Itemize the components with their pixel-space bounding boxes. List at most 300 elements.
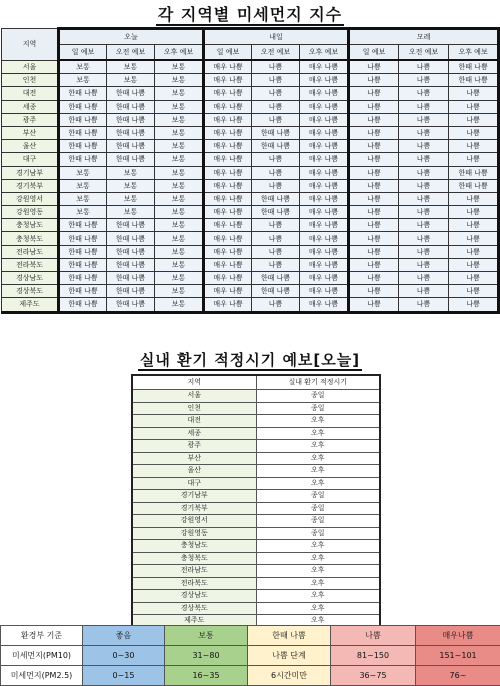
forecast-cell: 나쁨 <box>349 179 399 192</box>
forecast-cell: 나쁨 <box>399 87 449 100</box>
vent-region-cell: 대전 <box>132 415 256 428</box>
forecast-cell: 한때 나쁨 <box>107 100 155 113</box>
vent-row <box>132 490 380 503</box>
vent-row <box>132 390 380 403</box>
table-row <box>2 298 499 312</box>
forecast-cell: 보통 <box>155 245 204 258</box>
forecast-cell: 보통 <box>155 113 204 126</box>
vent-region-cell: 충청북도 <box>132 552 256 565</box>
region-cell: 경상북도 <box>2 285 59 298</box>
legend-pm25-good: 0~15 <box>83 666 165 686</box>
forecast-cell: 나쁨 <box>349 219 399 232</box>
vent-region-cell: 전라남도 <box>132 565 256 578</box>
forecast-cell: 나쁨 <box>449 298 499 312</box>
region-cell: 서울 <box>2 60 59 74</box>
forecast-cell: 매우 나쁨 <box>204 87 252 100</box>
region-cell: 경기북부 <box>2 179 59 192</box>
vent-region-cell: 전라북도 <box>132 577 256 590</box>
vent-time-cell: 오후 <box>256 452 380 465</box>
forecast-cell: 나쁨 <box>399 219 449 232</box>
forecast-cell: 매우 나쁨 <box>300 166 349 179</box>
forecast-cell: 나쁨 <box>399 192 449 205</box>
forecast-cell: 보통 <box>59 192 107 205</box>
region-cell: 제주도 <box>2 298 59 312</box>
legend-standard-header: 환경부 기준 <box>1 626 83 646</box>
forecast-cell: 매우 나쁨 <box>300 219 349 232</box>
forecast-cell: 나쁨 <box>252 232 300 245</box>
forecast-cell: 보통 <box>155 153 204 166</box>
table-row <box>2 179 499 192</box>
forecast-cell: 나쁨 <box>399 298 449 312</box>
forecast-cell: 매우 나쁨 <box>204 153 252 166</box>
legend-very-bad-header: 매우나쁨 <box>416 626 500 646</box>
vent-region-cell: 경기남부 <box>132 490 256 503</box>
forecast-cell: 나쁨 <box>349 258 399 271</box>
forecast-cell: 나쁨 <box>449 232 499 245</box>
vent-time-cell: 종일 <box>256 515 380 528</box>
vent-time-cell: 오후 <box>256 552 380 565</box>
vent-region-header: 지역 <box>132 375 256 390</box>
forecast-cell: 매우 나쁨 <box>300 126 349 139</box>
forecast-cell: 한때 나쁨 <box>449 179 499 192</box>
forecast-cell: 매우 나쁨 <box>300 206 349 219</box>
forecast-cell: 나쁨 <box>252 258 300 271</box>
vent-row <box>132 552 380 565</box>
region-cell: 부산 <box>2 126 59 139</box>
forecast-cell: 한때 나쁨 <box>107 87 155 100</box>
slot-header-1-0: 일 예보 <box>204 45 252 61</box>
vent-row <box>132 577 380 590</box>
forecast-cell: 매우 나쁨 <box>300 258 349 271</box>
forecast-cell: 보통 <box>59 74 107 87</box>
slot-header-0-2: 오후 예보 <box>155 45 204 61</box>
slot-header-1-1: 오전 예보 <box>252 45 300 61</box>
table-row <box>2 166 499 179</box>
legend-pm10-bad: 81~150 <box>331 646 416 666</box>
forecast-cell: 보통 <box>155 166 204 179</box>
forecast-cell: 나쁨 <box>449 285 499 298</box>
day-header-today: 오늘 <box>59 29 204 45</box>
legend-pm10-very-bad: 151~101 <box>416 646 500 666</box>
vent-time-cell: 종일 <box>256 490 380 503</box>
vent-region-cell: 광주 <box>132 440 256 453</box>
region-cell: 경기남부 <box>2 166 59 179</box>
forecast-cell: 보통 <box>155 219 204 232</box>
vent-region-cell: 세종 <box>132 427 256 440</box>
forecast-cell: 나쁨 <box>399 179 449 192</box>
region-cell: 대구 <box>2 153 59 166</box>
vent-time-cell: 종일 <box>256 527 380 540</box>
forecast-cell: 보통 <box>155 285 204 298</box>
table-row <box>2 87 499 100</box>
forecast-cell: 보통 <box>155 74 204 87</box>
legend-pm10-label: 미세먼지(PM10) <box>1 646 83 666</box>
table-row <box>2 285 499 298</box>
vent-time-cell: 오후 <box>256 615 380 628</box>
legend-pm25-very-bad: 76~ <box>416 666 500 686</box>
forecast-cell: 나쁨 <box>349 166 399 179</box>
forecast-cell: 한때 나쁨 <box>59 245 107 258</box>
forecast-cell: 나쁨 <box>449 100 499 113</box>
forecast-cell: 한때 나쁨 <box>107 153 155 166</box>
table-row <box>2 192 499 205</box>
forecast-cell: 한때 나쁨 <box>252 272 300 285</box>
forecast-cell: 한때 나쁨 <box>107 113 155 126</box>
ventilation-table <box>131 374 381 629</box>
forecast-cell: 보통 <box>155 140 204 153</box>
forecast-cell: 나쁨 <box>349 272 399 285</box>
forecast-cell: 매우 나쁨 <box>300 113 349 126</box>
day-header-tomorrow: 내일 <box>204 29 349 45</box>
legend-good-header: 좋음 <box>83 626 165 646</box>
forecast-cell: 보통 <box>107 74 155 87</box>
forecast-cell: 매우 나쁨 <box>300 179 349 192</box>
forecast-cell: 나쁨 <box>449 113 499 126</box>
legend-pm25-normal: 16~35 <box>165 666 248 686</box>
forecast-cell: 나쁨 <box>349 232 399 245</box>
forecast-cell: 한때 나쁨 <box>59 298 107 312</box>
forecast-cell: 나쁨 <box>399 166 449 179</box>
table-row <box>2 153 499 166</box>
legend-pm25-caution: 6시간미만 <box>248 666 331 686</box>
vent-region-cell: 경기북부 <box>132 502 256 515</box>
forecast-cell: 나쁨 <box>399 74 449 87</box>
forecast-cell: 매우 나쁨 <box>204 258 252 271</box>
forecast-cell: 나쁨 <box>349 206 399 219</box>
forecast-cell: 나쁨 <box>349 87 399 100</box>
forecast-cell: 보통 <box>155 60 204 74</box>
slot-header-0-1: 오전 예보 <box>107 45 155 61</box>
region-cell: 충청북도 <box>2 232 59 245</box>
forecast-cell: 매우 나쁨 <box>204 179 252 192</box>
forecast-cell: 나쁨 <box>399 60 449 74</box>
table-row <box>2 232 499 245</box>
vent-time-cell: 오후 <box>256 565 380 578</box>
region-cell: 광주 <box>2 113 59 126</box>
vent-region-cell: 경상남도 <box>132 590 256 603</box>
vent-region-cell: 서울 <box>132 390 256 403</box>
dust-index-table <box>1 27 500 314</box>
table-row <box>2 258 499 271</box>
vent-time-cell: 오후 <box>256 465 380 478</box>
forecast-cell: 나쁨 <box>252 100 300 113</box>
legend-pm25-label: 미세먼지(PM2.5) <box>1 666 83 686</box>
ventilation-title-text: 실내 환기 적정시기 예보[오늘] <box>138 351 362 371</box>
vent-time-cell: 종일 <box>256 390 380 403</box>
table-row <box>2 126 499 139</box>
forecast-cell: 한때 나쁨 <box>252 140 300 153</box>
forecast-cell: 나쁨 <box>349 100 399 113</box>
forecast-cell: 한때 나쁨 <box>59 153 107 166</box>
forecast-cell: 보통 <box>59 179 107 192</box>
forecast-cell: 나쁨 <box>349 126 399 139</box>
region-column-header: 지역 <box>2 29 59 61</box>
region-cell: 전라남도 <box>2 245 59 258</box>
vent-time-cell: 오후 <box>256 415 380 428</box>
forecast-cell: 보통 <box>59 60 107 74</box>
forecast-cell: 보통 <box>59 166 107 179</box>
vent-time-cell: 오후 <box>256 590 380 603</box>
slot-header-2-1: 오전 예보 <box>399 45 449 61</box>
forecast-cell: 한때 나쁨 <box>107 298 155 312</box>
region-cell: 강원영동 <box>2 206 59 219</box>
vent-time-cell: 종일 <box>256 502 380 515</box>
vent-time-cell: 오후 <box>256 477 380 490</box>
forecast-cell: 매우 나쁨 <box>204 166 252 179</box>
forecast-cell: 한때 나쁨 <box>59 113 107 126</box>
forecast-cell: 한때 나쁨 <box>59 258 107 271</box>
forecast-cell: 보통 <box>155 126 204 139</box>
forecast-cell: 매우 나쁨 <box>204 126 252 139</box>
standard-legend-table <box>0 625 500 686</box>
forecast-cell: 매우 나쁨 <box>204 100 252 113</box>
table-row <box>2 219 499 232</box>
forecast-cell: 나쁨 <box>349 113 399 126</box>
vent-region-cell: 제주도 <box>132 615 256 628</box>
vent-row <box>132 440 380 453</box>
vent-row <box>132 452 380 465</box>
region-cell: 전라북도 <box>2 258 59 271</box>
forecast-cell: 한때 나쁨 <box>59 272 107 285</box>
vent-row <box>132 415 380 428</box>
vent-region-cell: 경상북도 <box>132 602 256 615</box>
forecast-cell: 보통 <box>155 298 204 312</box>
forecast-cell: 한때 나쁨 <box>449 74 499 87</box>
vent-region-cell: 충청남도 <box>132 540 256 553</box>
slot-header-2-2: 오후 예보 <box>449 45 499 61</box>
vent-region-cell: 강원영서 <box>132 515 256 528</box>
table-row <box>2 113 499 126</box>
table-row <box>2 74 499 87</box>
forecast-cell: 나쁨 <box>399 206 449 219</box>
forecast-cell: 나쁨 <box>449 140 499 153</box>
forecast-cell: 보통 <box>155 232 204 245</box>
day-header-day-after: 모레 <box>349 29 499 45</box>
forecast-cell: 한때 나쁨 <box>59 87 107 100</box>
table-row <box>2 140 499 153</box>
legend-pm25-bad: 36~75 <box>331 666 416 686</box>
forecast-cell: 매우 나쁨 <box>204 192 252 205</box>
forecast-cell: 나쁨 <box>449 126 499 139</box>
legend-bad-header: 나쁨 <box>331 626 416 646</box>
forecast-cell: 보통 <box>155 272 204 285</box>
legend-caution-header: 한때 나쁨 <box>248 626 331 646</box>
region-cell: 경상남도 <box>2 272 59 285</box>
forecast-cell: 매우 나쁨 <box>300 192 349 205</box>
vent-region-cell: 울산 <box>132 465 256 478</box>
forecast-cell: 나쁨 <box>252 60 300 74</box>
table-row <box>2 206 499 219</box>
slot-header-0-0: 일 예보 <box>59 45 107 61</box>
forecast-cell: 나쁨 <box>449 245 499 258</box>
forecast-cell: 매우 나쁨 <box>204 285 252 298</box>
forecast-cell: 나쁨 <box>399 285 449 298</box>
forecast-cell: 매우 나쁨 <box>204 232 252 245</box>
forecast-cell: 보통 <box>155 206 204 219</box>
forecast-cell: 매우 나쁨 <box>300 245 349 258</box>
vent-row <box>132 515 380 528</box>
forecast-cell: 한때 나쁨 <box>107 272 155 285</box>
forecast-cell: 매우 나쁨 <box>300 298 349 312</box>
forecast-cell: 나쁨 <box>449 153 499 166</box>
forecast-cell: 나쁨 <box>449 87 499 100</box>
vent-time-cell: 오후 <box>256 440 380 453</box>
forecast-cell: 나쁨 <box>252 298 300 312</box>
vent-row <box>132 477 380 490</box>
forecast-cell: 나쁨 <box>349 285 399 298</box>
vent-row <box>132 502 380 515</box>
legend-pm10-caution: 나쁨 단계 <box>248 646 331 666</box>
forecast-cell: 매우 나쁨 <box>204 298 252 312</box>
vent-time-cell: 오후 <box>256 427 380 440</box>
forecast-cell: 나쁨 <box>399 100 449 113</box>
legend-pm10-normal: 31~80 <box>165 646 248 666</box>
forecast-cell: 보통 <box>155 87 204 100</box>
forecast-cell: 한때 나쁨 <box>59 100 107 113</box>
forecast-cell: 한때 나쁨 <box>59 140 107 153</box>
table-row <box>2 60 499 74</box>
vent-row <box>132 565 380 578</box>
forecast-cell: 나쁨 <box>399 232 449 245</box>
forecast-cell: 매우 나쁨 <box>204 272 252 285</box>
forecast-cell: 나쁨 <box>399 245 449 258</box>
forecast-cell: 나쁨 <box>252 153 300 166</box>
forecast-cell: 보통 <box>107 179 155 192</box>
forecast-cell: 한때 나쁨 <box>107 258 155 271</box>
forecast-cell: 한때 나쁨 <box>252 285 300 298</box>
vent-time-cell: 오후 <box>256 602 380 615</box>
vent-region-cell: 강원영동 <box>132 527 256 540</box>
vent-region-cell: 부산 <box>132 452 256 465</box>
forecast-cell: 나쁨 <box>449 258 499 271</box>
forecast-cell: 나쁨 <box>252 87 300 100</box>
table-row <box>2 100 499 113</box>
forecast-cell: 매우 나쁨 <box>300 60 349 74</box>
vent-row <box>132 427 380 440</box>
forecast-cell: 한때 나쁨 <box>107 140 155 153</box>
forecast-cell: 한때 나쁨 <box>252 126 300 139</box>
forecast-cell: 보통 <box>107 60 155 74</box>
page-title-text: 각 지역별 미세먼지 지수 <box>156 5 344 26</box>
forecast-cell: 나쁨 <box>399 113 449 126</box>
forecast-cell: 나쁨 <box>399 140 449 153</box>
forecast-cell: 나쁨 <box>252 219 300 232</box>
forecast-cell: 나쁨 <box>252 166 300 179</box>
forecast-cell: 매우 나쁨 <box>300 285 349 298</box>
forecast-cell: 한때 나쁨 <box>449 60 499 74</box>
page-title <box>0 2 500 25</box>
slot-header-2-0: 일 예보 <box>349 45 399 61</box>
forecast-cell: 보통 <box>107 166 155 179</box>
forecast-cell: 보통 <box>107 192 155 205</box>
vent-row <box>132 540 380 553</box>
forecast-cell: 나쁨 <box>349 298 399 312</box>
forecast-cell: 나쁨 <box>349 245 399 258</box>
vent-row <box>132 527 380 540</box>
vent-time-cell: 오후 <box>256 577 380 590</box>
forecast-cell: 나쁨 <box>449 219 499 232</box>
forecast-cell: 한때 나쁨 <box>59 219 107 232</box>
forecast-cell: 나쁨 <box>252 245 300 258</box>
forecast-cell: 매우 나쁨 <box>300 232 349 245</box>
vent-row <box>132 402 380 415</box>
forecast-cell: 매우 나쁨 <box>300 272 349 285</box>
forecast-cell: 보통 <box>155 192 204 205</box>
forecast-cell: 나쁨 <box>252 74 300 87</box>
vent-region-cell: 인천 <box>132 402 256 415</box>
forecast-cell: 보통 <box>155 258 204 271</box>
vent-row <box>132 602 380 615</box>
forecast-cell: 나쁨 <box>449 206 499 219</box>
forecast-cell: 나쁨 <box>399 272 449 285</box>
forecast-cell: 나쁨 <box>349 192 399 205</box>
forecast-cell: 한때 나쁨 <box>59 126 107 139</box>
forecast-cell: 매우 나쁨 <box>300 153 349 166</box>
forecast-cell: 한때 나쁨 <box>252 192 300 205</box>
forecast-cell: 보통 <box>155 179 204 192</box>
forecast-cell: 보통 <box>155 100 204 113</box>
table-row <box>2 245 499 258</box>
region-cell: 울산 <box>2 140 59 153</box>
forecast-cell: 보통 <box>59 206 107 219</box>
legend-normal-header: 보통 <box>165 626 248 646</box>
forecast-cell: 나쁨 <box>349 140 399 153</box>
ventilation-title <box>0 349 500 370</box>
forecast-cell: 나쁨 <box>349 153 399 166</box>
table-row <box>2 272 499 285</box>
region-cell: 충청남도 <box>2 219 59 232</box>
forecast-cell: 나쁨 <box>399 258 449 271</box>
forecast-cell: 매우 나쁨 <box>300 140 349 153</box>
forecast-cell: 나쁨 <box>449 192 499 205</box>
region-cell: 강원영서 <box>2 192 59 205</box>
forecast-cell: 한때 나쁨 <box>107 232 155 245</box>
forecast-cell: 한때 나쁨 <box>59 285 107 298</box>
forecast-cell: 한때 나쁨 <box>252 206 300 219</box>
forecast-cell: 한때 나쁨 <box>449 166 499 179</box>
forecast-cell: 나쁨 <box>349 60 399 74</box>
forecast-cell: 매우 나쁨 <box>204 113 252 126</box>
forecast-cell: 나쁨 <box>252 179 300 192</box>
forecast-cell: 나쁨 <box>349 74 399 87</box>
vent-row <box>132 590 380 603</box>
forecast-cell: 나쁨 <box>252 113 300 126</box>
forecast-cell: 한때 나쁨 <box>107 219 155 232</box>
region-cell: 인천 <box>2 74 59 87</box>
region-cell: 대전 <box>2 87 59 100</box>
forecast-cell: 한때 나쁨 <box>107 285 155 298</box>
forecast-cell: 매우 나쁨 <box>204 60 252 74</box>
region-cell: 세종 <box>2 100 59 113</box>
forecast-cell: 나쁨 <box>399 153 449 166</box>
forecast-cell: 보통 <box>107 206 155 219</box>
forecast-cell: 매우 나쁨 <box>204 245 252 258</box>
forecast-cell: 한때 나쁨 <box>107 126 155 139</box>
forecast-cell: 매우 나쁨 <box>204 206 252 219</box>
vent-time-cell: 종일 <box>256 402 380 415</box>
vent-row <box>132 465 380 478</box>
vent-time-header: 실내 환기 적정시기 <box>256 375 380 390</box>
forecast-cell: 매우 나쁨 <box>300 100 349 113</box>
forecast-cell: 나쁨 <box>449 272 499 285</box>
forecast-cell: 나쁨 <box>399 126 449 139</box>
legend-pm10-good: 0~30 <box>83 646 165 666</box>
forecast-cell: 한때 나쁨 <box>59 232 107 245</box>
forecast-cell: 매우 나쁨 <box>300 87 349 100</box>
vent-time-cell: 오후 <box>256 540 380 553</box>
forecast-cell: 한때 나쁨 <box>107 245 155 258</box>
forecast-cell: 매우 나쁨 <box>300 74 349 87</box>
